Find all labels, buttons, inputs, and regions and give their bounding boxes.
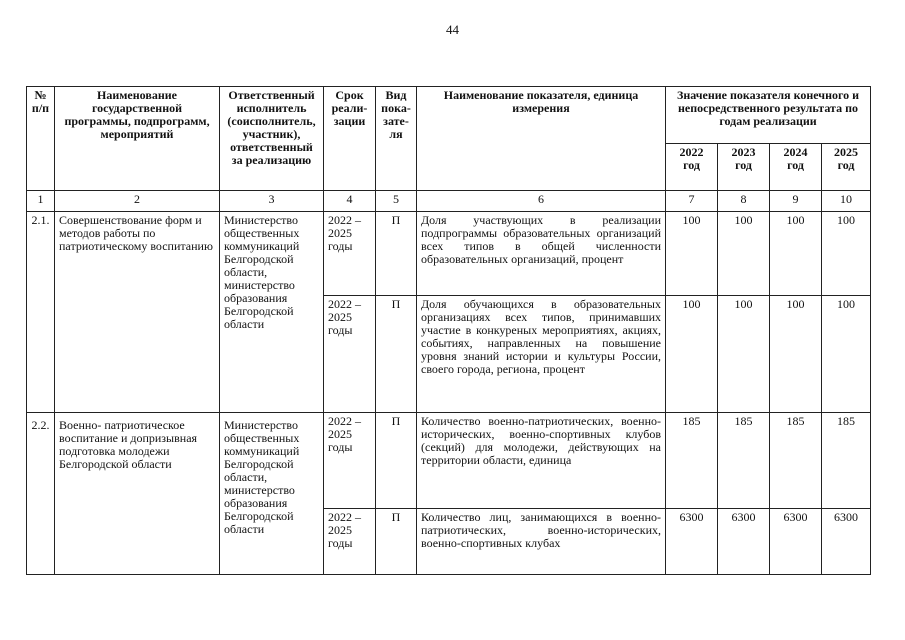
header-type: Вид пока-зате-ля bbox=[376, 87, 417, 191]
header-indicator: Наименование показателя, единица измерения bbox=[417, 87, 666, 191]
column-index: 4 bbox=[324, 191, 376, 212]
header-term: Срок реали-зации bbox=[324, 87, 376, 191]
indicator-type: П bbox=[376, 509, 417, 575]
term: 2022 – 2025 годы bbox=[324, 413, 376, 509]
indicator-name: Доля участвующих в реализации подпрограммы образовательных организаций всех типов в общей численности образовательных организаций, процент bbox=[417, 212, 666, 296]
page-number: 44 bbox=[446, 22, 459, 37]
value-2024: 100 bbox=[770, 296, 822, 413]
column-index: 7 bbox=[666, 191, 718, 212]
indicator-type: П bbox=[376, 413, 417, 509]
row-number: 2.2. bbox=[27, 413, 55, 575]
table-row bbox=[27, 212, 871, 296]
executor-name: Министерство общественных коммуникаций Белгородской области, министерство образования Белгородской области bbox=[220, 212, 324, 413]
header-year: 2022 год bbox=[666, 144, 718, 191]
indicator-name: Доля обучающихся в образовательных организациях всех типов, принимавших участие в конкуреных мероприятиях, акциях, событиях, направленных на повышение уровня знаний истории и культуры России, своего города, региона, процент bbox=[417, 296, 666, 413]
column-index: 3 bbox=[220, 191, 324, 212]
table-row bbox=[27, 413, 871, 509]
column-index: 1 bbox=[27, 191, 55, 212]
column-index: 2 bbox=[55, 191, 220, 212]
term: 2022 – 2025 годы bbox=[324, 212, 376, 296]
value-2022: 100 bbox=[666, 212, 718, 296]
executor-name: Министерство общественных коммуникаций Белгородской области, министерство образования Белгородской области bbox=[220, 413, 324, 575]
header-values-group: Значение показателя конечного и непосредственного результата по годам реализации bbox=[666, 87, 871, 144]
value-2023: 6300 bbox=[718, 509, 770, 575]
column-index: 8 bbox=[718, 191, 770, 212]
column-index: 5 bbox=[376, 191, 417, 212]
indicator-name: Количество военно-патриотических, военно-исторических, военно-спортивных клубов (секций) для молодежи, действующих на территории области, единица bbox=[417, 413, 666, 509]
header-num: № п/п bbox=[27, 87, 55, 191]
column-index-row bbox=[27, 191, 871, 212]
column-index: 9 bbox=[770, 191, 822, 212]
value-2023: 100 bbox=[718, 296, 770, 413]
header-program: Наименование государственной программы, подпрограмм, мероприятий bbox=[55, 87, 220, 191]
value-2024: 6300 bbox=[770, 509, 822, 575]
header-year: 2023 год bbox=[718, 144, 770, 191]
row-number: 2.1. bbox=[27, 212, 55, 413]
value-2022: 6300 bbox=[666, 509, 718, 575]
column-index: 6 bbox=[417, 191, 666, 212]
value-2022: 185 bbox=[666, 413, 718, 509]
indicator-type: П bbox=[376, 212, 417, 296]
value-2024: 185 bbox=[770, 413, 822, 509]
header-row bbox=[27, 87, 871, 144]
header-year: 2025 год bbox=[822, 144, 871, 191]
term: 2022 – 2025 годы bbox=[324, 509, 376, 575]
value-2025: 185 bbox=[822, 413, 871, 509]
indicator-name: Количество лиц, занимающихся в военно-патриотических, военно-исторических, военно-спортивных клубах bbox=[417, 509, 666, 575]
header-year: 2024 год bbox=[770, 144, 822, 191]
value-2025: 6300 bbox=[822, 509, 871, 575]
value-2023: 100 bbox=[718, 212, 770, 296]
indicators-table bbox=[26, 86, 871, 575]
value-2024: 100 bbox=[770, 212, 822, 296]
program-name: Совершенствование форм и методов работы по патриотическому воспитанию bbox=[55, 212, 220, 413]
column-index: 10 bbox=[822, 191, 871, 212]
header-executor: Ответственный исполнитель (соисполнитель, участник), ответственный за реализацию bbox=[220, 87, 324, 191]
indicator-type: П bbox=[376, 296, 417, 413]
value-2022: 100 bbox=[666, 296, 718, 413]
program-name: Военно- патриотическое воспитание и допризывная подготовка молодежи Белгородской области bbox=[55, 413, 220, 575]
term: 2022 – 2025 годы bbox=[324, 296, 376, 413]
value-2025: 100 bbox=[822, 296, 871, 413]
value-2025: 100 bbox=[822, 212, 871, 296]
value-2023: 185 bbox=[718, 413, 770, 509]
